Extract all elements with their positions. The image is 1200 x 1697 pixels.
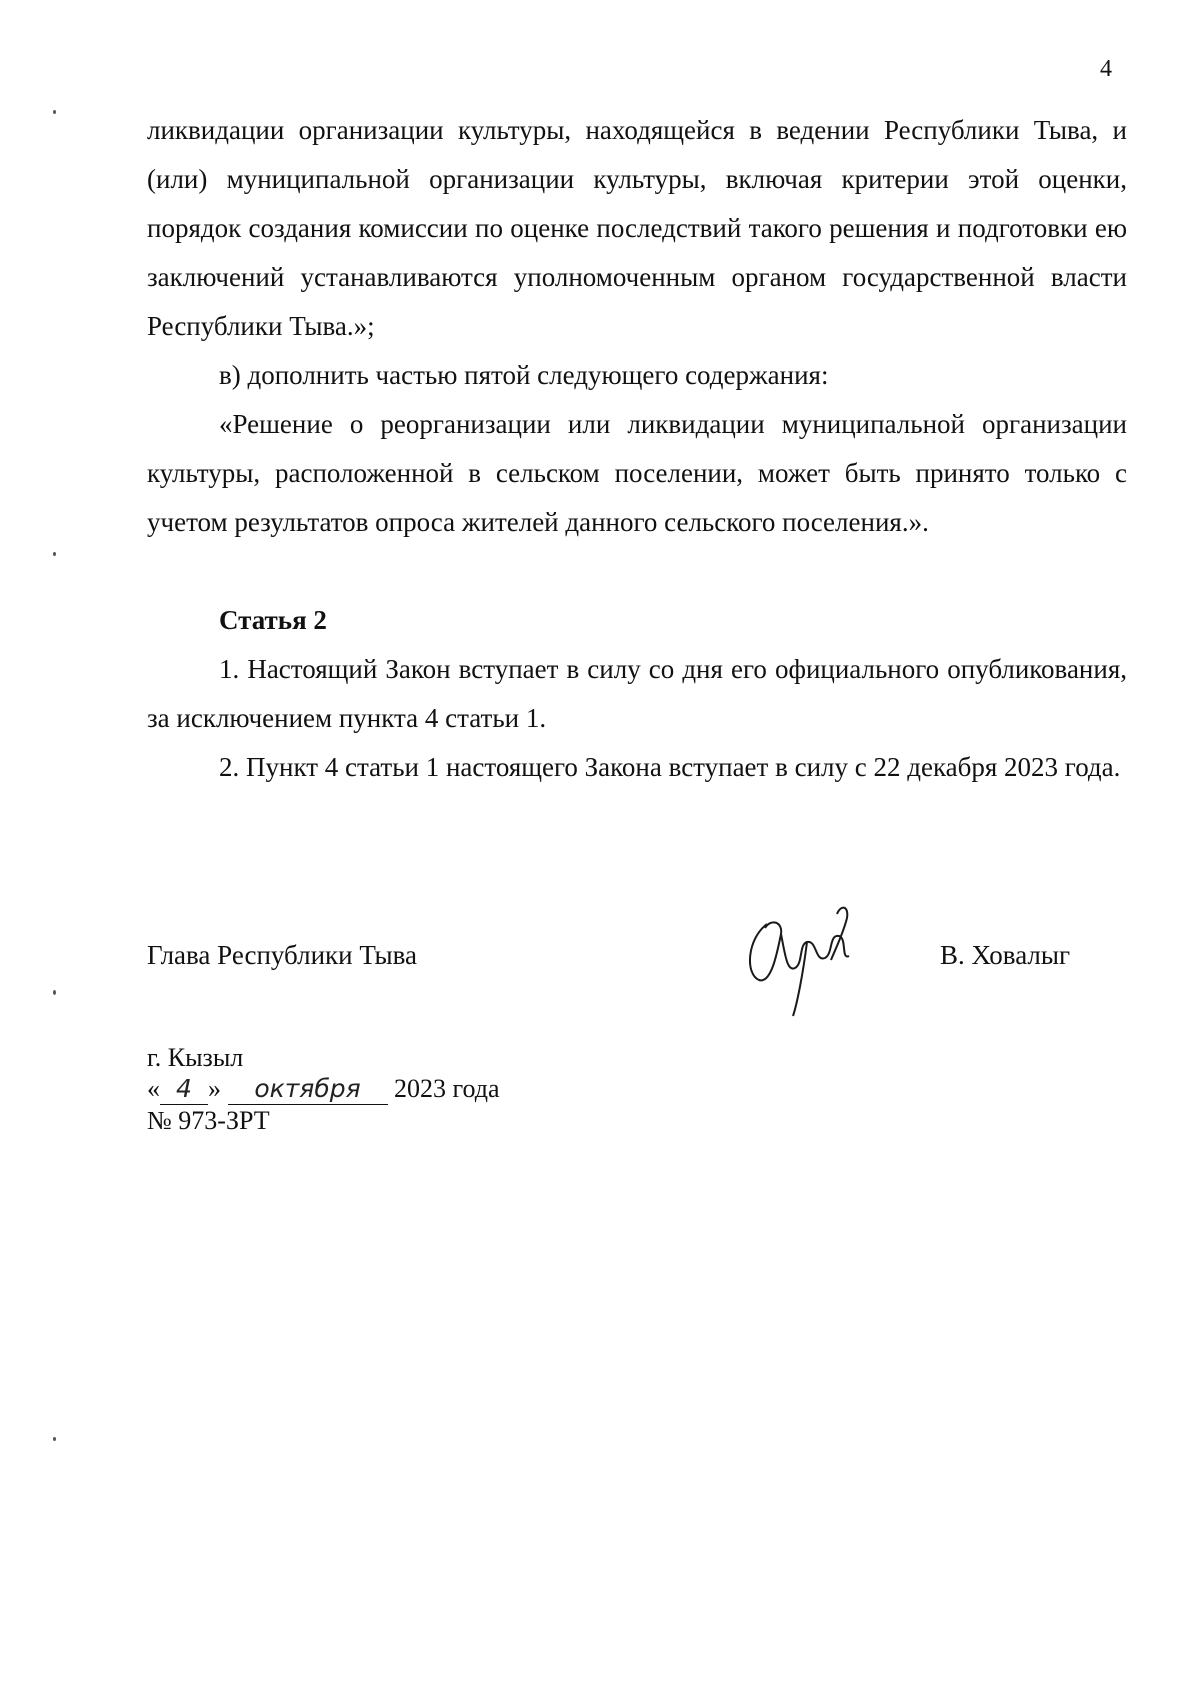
enactment-city: г. Кызыл [147,1043,244,1072]
paragraph-continuation: ликвидации организации культуры, находящейся в ведении Республики Тыва, и (или) муниципальной организации культуры, включая критерии этой оценки, порядок создания комиссии по оценке последствий такого решения и подготовки ею заключений устанавливаются уполномоченным органом государственной власти Республики Тыва.»; [147,115,1127,341]
date-open-quote: « [147,1074,160,1103]
paragraph-amendment: в) дополнить частью пятой следующего содержания: [219,360,829,390]
page-number: 4 [1100,56,1112,82]
article-heading: Статья 2 [219,605,327,635]
date-year: 2023 года [394,1074,500,1103]
paragraph-clause-1: 1. Настоящий Закон вступает в силу со дня его официального опубликования, за исключением пункта 4 статьи 1. [147,654,1127,733]
scan-dot [53,110,56,114]
enactment-date [147,1073,500,1105]
date-day: 4 [160,1073,208,1105]
paragraph-quote: «Решение о реорганизации или ликвидации муниципальной организации культуры, расположенной в сельском поселении, может быть принято только с учетом результатов опроса жителей данного сельского поселения.». [147,409,1127,537]
scan-dot [53,552,56,556]
signatory-title: Глава Республики Тыва [147,940,418,970]
signature-block [147,940,1127,980]
law-number: № 973-ЗРТ [147,1106,270,1135]
scan-dot [53,1437,56,1441]
handwritten-signature [737,894,867,1024]
paragraph-clause-2: 2. Пункт 4 статьи 1 настоящего Закона вступает в силу с 22 декабря 2023 года. [219,752,1121,782]
enactment-block [147,1042,500,1136]
date-month: октября [228,1073,388,1105]
scan-dot [53,990,56,995]
signatory-name: В. Ховалыг [940,940,1071,970]
document-body [147,106,1127,792]
date-close-quote: » [208,1074,221,1103]
